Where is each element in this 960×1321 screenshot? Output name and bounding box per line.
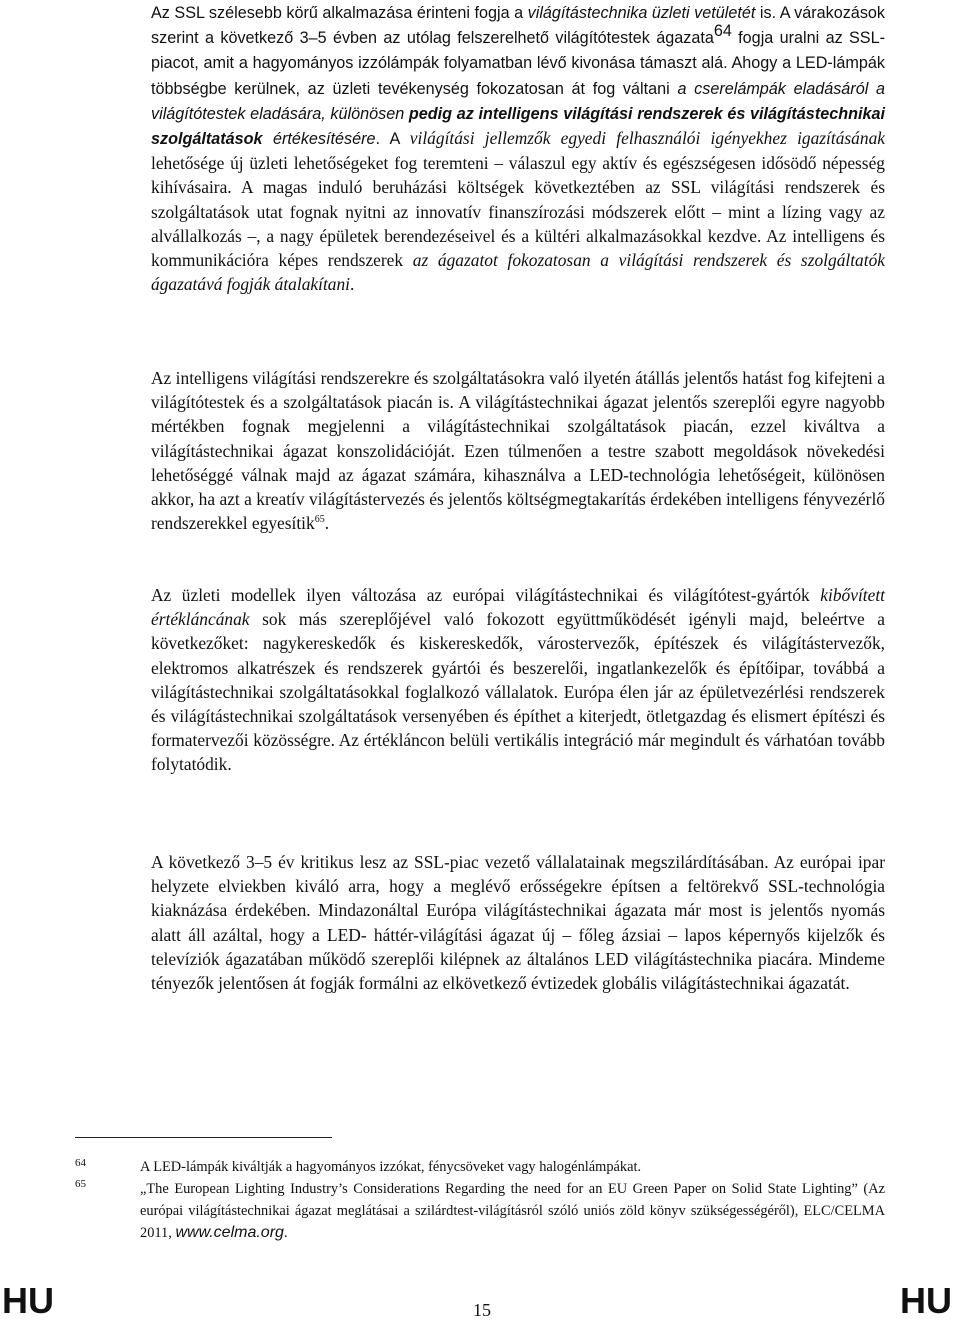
footnote-65-text: „The European Lighting Industry’s Considerations Regarding the need for an EU Green Paper on Solid State Lighting” (Az európai világítástechnikai ágazat meglátásai a szilárdtest-világításról szóló uniós zöld könyv szükségességéről), ELC/CELMA 2011, [140,1181,885,1241]
footnote-ref-64: 64 [713,22,732,41]
footnote-65-end: . [283,1225,288,1241]
text-italic: világítástechnika üzleti vetületét [527,4,756,22]
text: . A [375,130,410,149]
footnote-64: A LED-lámpák kiváltják a hagyományos izzókat, fénycsöveket vagy halogénlámpákat. [140,1159,642,1175]
text: fogja uralni az SSL-piacot, amit a hagyományos izzólámpák folyamatban lévő kivonása támaszt alá. Ahogy a LED-lámpák többségbe kerülnek, az üzleti tevékenység fokozatosan át fog váltani [151,29,885,98]
footnote-number-65: 65 [75,1178,86,1190]
text: Az SSL szélesebb körű alkalmazása érinteni fogja a [151,4,528,22]
footnote-65 [140,1179,885,1245]
text-italic: világítási jellemzők egyedi felhasználói igényekhez igazításának [409,128,885,149]
text-italic: az ágazatot fokozatosan a világítási rendszerek és szolgáltatók ágazatává fogják átalakítani [151,250,885,295]
paragraph-1 [151,0,885,296]
footnote-ref-65: 65 [314,514,325,526]
language-code-right: HU [900,1280,952,1321]
footnote-number-64: 64 [75,1157,86,1169]
celma-link[interactable]: www.celma.org [175,1224,284,1241]
text: lehetősége új üzleti lehetőségeket fog teremteni – válaszul egy aktív és egészségesen idősödő népesség kihívásaira. A magas induló beruházási költségek következtében az SSL világítási rendszerek és szolgáltatások utat fognak nyitni az innovatív finanszírozási módszerek előtt – mint a lízing vagy az alvállalkozás –, a nagy épületek berendezéseivel és a kültéri alkalmazásokkal kezdve. Az intelligens és kommunikációra képes rendszerek [151,153,885,271]
text: A következő 3–5 év kritikus lesz az SSL-piac vezető vállalatainak megszilárdításában. Az európai ipar helyzete elviekben kiváló arra, hogy a meglévő erősségekre építsen a feltörekvő SSL-technológia kiaknázása érdekében. Mindazonáltal Európa világítástechnikai ágazata már most is jelentős nyomás alatt áll azáltal, hogy a LED- háttér-világítási ágazat új – főleg ázsiai – lapos képernyős kijelzők és televíziók ágazatában működő szereplői kilépnek az általános LED világítástechnika piacára. Mindeme tényezők jelentősen át fogják formálni az elkövetkező évtizedek globális világítástechnikai ágazatát. [151,852,885,994]
text-italic: értékesítésére [262,130,376,149]
footnote-separator [75,1137,332,1138]
text-italic: a cserelámpák eladásáról a világítótestek eladására, különösen [151,79,885,123]
language-code-left: HU [2,1280,54,1321]
paragraph-4 [151,850,885,995]
text-italic: kibővített értékláncának [151,585,885,630]
text-bold-italic: pedig az intelligens világítási rendszerek és világítástechnikai szolgáltatások [151,104,885,149]
paragraph-2 [151,366,885,535]
text: . [324,513,330,534]
text: Az intelligens világítási rendszerekre és szolgáltatásokra való ilyetén átállás jelentős hatást fog kifejteni a világítótestek és a szolgáltatások piacán is. A világítástechnikai ágazat jelentős szereplői egyre nagyobb mértékben fognak megjelenni a világítástechnikai szolgáltatások piacán, ezzel kiváltva a világítástechnikai ágazat konszolidációját. Ezen túlmenően a testre szabott megoldások növekedési lehetőséggé válnak majd az ágazat számára, kihasználva a LED-technológia lehetőségeit, különösen akkor, ha azt a kreatív világítástervezés és jelentős költségmegtakarítás érdekében intelligens fényvezérlő rendszerekkel egyesítik [151,368,885,534]
text: is. A várakozások szerint a következő 3–5 évben az utólag felszerelhető világítótestek ágazata [151,4,886,48]
text: Az üzleti modellek ilyen változása az európai világítástechnikai és világítótest-gyártók [151,585,821,605]
page-number: 15 [473,1300,491,1320]
paragraph-3 [151,583,885,777]
text: . [350,274,355,295]
text: sok más szereplőjével való fokozott együttműködését igényli majd, beleértve a következőket: nagykereskedők és kiskereskedők, várostervezők, építészek és világítástervezők, elektromos alkatrészek és rendszerek gyártói és beszerelői, ingatlankezelők és építőipar, továbbá a világítástechnikai szolgáltatásokkal foglalkozó vállalatok. Európa élen jár az épületvezérlési rendszerek és világítástechnikai szolgáltatások versenyében és építhet a kiterjedt, ötletgazdag és elismert építészi és formatervezői közösségre. Az értékláncon belüli vertikális integráció már megindult és várhatóan tovább folytatódik. [151,609,885,775]
